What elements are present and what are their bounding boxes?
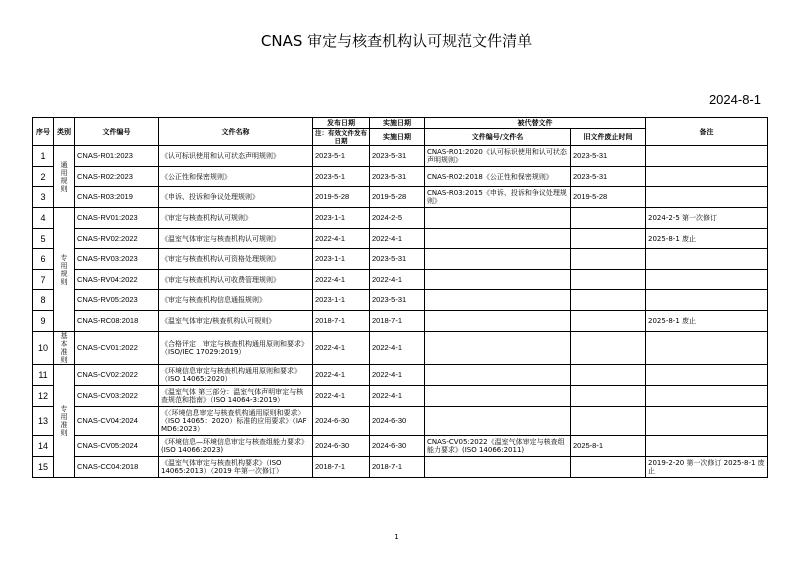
document-name: 《温室气体审定与核查机构认可规则》: [159, 229, 313, 249]
table-row: [33, 229, 768, 249]
remark: [646, 290, 768, 311]
superseded-document: [425, 229, 571, 249]
row-number: 1: [33, 146, 54, 167]
superseded-date: [571, 270, 646, 290]
header-superseded-code: 文件编号/文件名: [425, 129, 571, 146]
document-name: 《环境信息审定与核查机构通用原则和要求》（ISO 14065:2020）: [159, 365, 313, 386]
superseded-document: [425, 270, 571, 290]
remark: [646, 167, 768, 187]
publish-date: 2023-1-1: [313, 249, 370, 270]
document-date: 2024-8-1: [708, 92, 761, 107]
implement-date: 2022-4-1: [370, 229, 425, 249]
table-row: [33, 249, 768, 270]
publish-date: 2022-4-1: [313, 386, 370, 407]
remark: [646, 187, 768, 208]
document-code: CNAS-RV02:2022: [75, 229, 159, 249]
row-number: 15: [33, 457, 54, 478]
document-name: 《环境信息—环境信息审定与核查组能力要求》(ISO 14066:2023): [159, 436, 313, 457]
implement-date: 2024-6-30: [370, 436, 425, 457]
superseded-date: 2023-5-31: [571, 146, 646, 167]
superseded-date: 2019-5-28: [571, 187, 646, 208]
document-title: CNAS 审定与核查机构认可规范文件清单: [260, 32, 533, 50]
implement-date: 2023-5-31: [370, 290, 425, 311]
header-publish: 发布日期: [313, 118, 370, 129]
document-code: CNAS-RV03:2023: [75, 249, 159, 270]
remark: [646, 407, 768, 436]
document-code: CNAS-CV05:2024: [75, 436, 159, 457]
row-number: 3: [33, 187, 54, 208]
publish-date: 2024-6-30: [313, 436, 370, 457]
superseded-document: [425, 332, 571, 365]
document-code: CNAS-RV05:2023: [75, 290, 159, 311]
publish-date: 2022-4-1: [313, 332, 370, 365]
header-no: 序号: [33, 118, 54, 146]
document-name: 《温室气体 第三部分：温室气体声明审定与核查规范和指南》（ISO 14064-3:2019）: [159, 386, 313, 407]
publish-date: 2019-5-28: [313, 187, 370, 208]
table-row: [33, 290, 768, 311]
publish-date: 2022-4-1: [313, 365, 370, 386]
superseded-date: [571, 311, 646, 332]
superseded-date: [571, 332, 646, 365]
implement-date: 2022-4-1: [370, 332, 425, 365]
publish-date: 2024-6-30: [313, 407, 370, 436]
table-row: [33, 270, 768, 290]
table-row: [33, 146, 768, 167]
document-code: CNAS-CV02:2022: [75, 365, 159, 386]
document-code: CNAS-RV01:2023: [75, 208, 159, 229]
table-row: [33, 208, 768, 229]
row-number: 13: [33, 407, 54, 436]
superseded-date: [571, 290, 646, 311]
row-number: 11: [33, 365, 54, 386]
publish-date: 2023-5-1: [313, 167, 370, 187]
document-name: 《温室气体审定与核查机构要求》（ISO 14065:2013）（2019 年第一次修订）: [159, 457, 313, 478]
row-category: 专用准则: [54, 365, 75, 478]
header-superseded: 被代替文件: [425, 118, 646, 129]
row-category: 专用规则: [54, 208, 75, 332]
row-number: 7: [33, 270, 54, 290]
superseded-document: [425, 407, 571, 436]
superseded-date: [571, 457, 646, 478]
document-name: 《申诉、投诉和争议处理规则》: [159, 187, 313, 208]
remark: [646, 436, 768, 457]
remark: 2024-2-5 第一次修订: [646, 208, 768, 229]
document-name: 《审定与核查机构认可资格处理规则》: [159, 249, 313, 270]
document-name: 《〈环境信息审定与核查机构通用原则和要求〉（ISO 14065：2020）标准的应用要求》（IAF MD6:2023）: [159, 407, 313, 436]
header-code: 文件编号: [75, 118, 159, 146]
remark: [646, 386, 768, 407]
table-row: [33, 167, 768, 187]
row-number: 6: [33, 249, 54, 270]
remark: 2025-8-1 废止: [646, 229, 768, 249]
row-number: 9: [33, 311, 54, 332]
superseded-document: [425, 290, 571, 311]
header-category: 类别: [54, 118, 75, 146]
table-row: [33, 386, 768, 407]
document-code: CNAS-R03:2019: [75, 187, 159, 208]
document-code: CNAS-CV01:2022: [75, 332, 159, 365]
publish-date: 2018-7-1: [313, 311, 370, 332]
superseded-date: [571, 407, 646, 436]
document-code: CNAS-RV04:2022: [75, 270, 159, 290]
row-number: 14: [33, 436, 54, 457]
implement-date: 2024-6-30: [370, 407, 425, 436]
header-remarks: 备注: [646, 118, 768, 146]
remark: [646, 332, 768, 365]
publish-date: 2023-5-1: [313, 146, 370, 167]
implement-date: 2019-5-28: [370, 187, 425, 208]
superseded-date: [571, 249, 646, 270]
publish-date: 2022-4-1: [313, 270, 370, 290]
superseded-document: [425, 386, 571, 407]
implement-date: 2023-5-31: [370, 167, 425, 187]
header-name: 文件名称: [159, 118, 313, 146]
document-table: [32, 117, 768, 478]
superseded-document: [425, 208, 571, 229]
header-note-dates: 注：有效文件发布日期: [313, 129, 370, 146]
superseded-date: 2023-5-31: [571, 167, 646, 187]
remark: [646, 270, 768, 290]
document-name: 《审定与核查机构认可规则》: [159, 208, 313, 229]
superseded-document: CNAS-R01:2020《认可标识使用和认可状态声明规则》: [425, 146, 571, 167]
document-name: 《认可标识使用和认可状态声明规则》: [159, 146, 313, 167]
implement-date: 2023-5-31: [370, 249, 425, 270]
document-code: CNAS-CC04:2018: [75, 457, 159, 478]
implement-date: 2022-4-1: [370, 365, 425, 386]
publish-date: 2023-1-1: [313, 208, 370, 229]
document-code: CNAS-RC08:2018: [75, 311, 159, 332]
document-code: CNAS-R02:2023: [75, 167, 159, 187]
row-number: 5: [33, 229, 54, 249]
publish-date: 2018-7-1: [313, 457, 370, 478]
document-name: 《合格评定 审定与核查机构通用原则和要求》（ISO/IEC 17029:2019）: [159, 332, 313, 365]
superseded-document: [425, 365, 571, 386]
document-name: 《审定与核查机构认可收费管理规则》: [159, 270, 313, 290]
document-name: 《温室气体审定/核查机构认可规则》: [159, 311, 313, 332]
superseded-document: CNAS-R02:2018《公正性和保密规则》: [425, 167, 571, 187]
table-row: [33, 311, 768, 332]
row-number: 4: [33, 208, 54, 229]
document-code: CNAS-CV04:2024: [75, 407, 159, 436]
remark: [646, 146, 768, 167]
publish-date: 2022-4-1: [313, 229, 370, 249]
row-number: 10: [33, 332, 54, 365]
row-number: 8: [33, 290, 54, 311]
remark: [646, 365, 768, 386]
table-row: [33, 187, 768, 208]
page-number: 1: [394, 533, 399, 541]
remark: 2019-2-20 第一次修订 2025-8-1 废止: [646, 457, 768, 478]
superseded-document: [425, 311, 571, 332]
implement-date: 2018-7-1: [370, 457, 425, 478]
implement-date: 2022-4-1: [370, 270, 425, 290]
header-superseded-date: 旧文件废止时间: [571, 129, 646, 146]
implement-date: 2018-7-1: [370, 311, 425, 332]
row-category: 通用规则: [54, 146, 75, 208]
remark: 2025-8-1 废止: [646, 311, 768, 332]
table-row: [33, 332, 768, 365]
table-row: [33, 407, 768, 436]
publish-date: 2023-1-1: [313, 290, 370, 311]
row-number: 2: [33, 167, 54, 187]
superseded-date: [571, 229, 646, 249]
superseded-document: CNAS-R03:2015《申诉、投诉和争议处理规则》: [425, 187, 571, 208]
document-code: CNAS-CV03:2022: [75, 386, 159, 407]
superseded-date: 2025-8-1: [571, 436, 646, 457]
superseded-date: [571, 208, 646, 229]
implement-date: 2024-2-5: [370, 208, 425, 229]
remark: [646, 249, 768, 270]
row-category: 基本准则: [54, 332, 75, 365]
superseded-document: [425, 249, 571, 270]
implement-date: 2022-4-1: [370, 386, 425, 407]
table-row: [33, 436, 768, 457]
table-row: [33, 457, 768, 478]
implement-date: 2023-5-31: [370, 146, 425, 167]
table-row: [33, 365, 768, 386]
document-name: 《审定与核查机构信息通报规则》: [159, 290, 313, 311]
row-number: 12: [33, 386, 54, 407]
header-implement: 实施日期: [370, 118, 425, 129]
superseded-date: [571, 365, 646, 386]
header-note-impl: 实施日期: [370, 129, 425, 146]
document-name: 《公正性和保密规则》: [159, 167, 313, 187]
superseded-document: CNAS-CV05:2022《温室气体审定与核查组能力要求》(ISO 14066:2011): [425, 436, 571, 457]
superseded-document: [425, 457, 571, 478]
document-code: CNAS-R01:2023: [75, 146, 159, 167]
superseded-date: [571, 386, 646, 407]
